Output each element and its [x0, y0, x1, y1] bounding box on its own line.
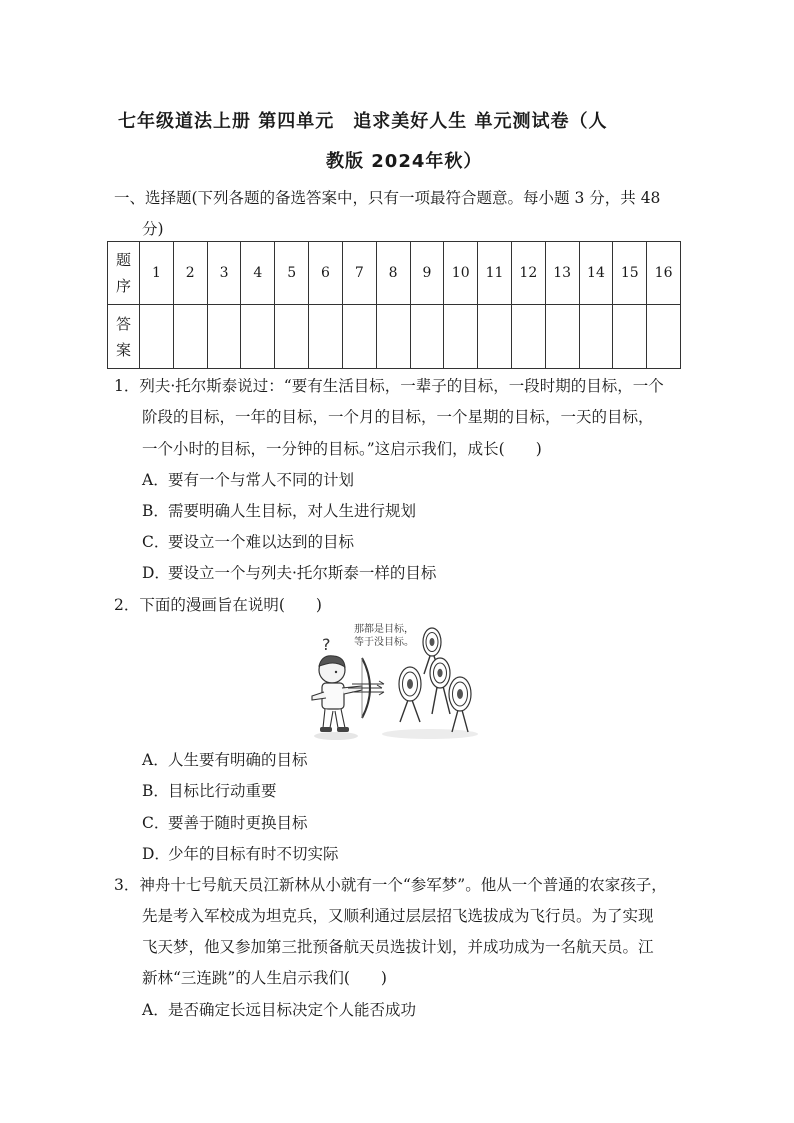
option-text: 要有一个与常人不同的计划	[168, 471, 355, 489]
question-number-cell: 7	[342, 242, 376, 305]
option-key: C．	[142, 814, 170, 832]
target-icon	[399, 667, 421, 722]
target-icon	[449, 677, 471, 732]
archery-cartoon	[300, 618, 480, 742]
answer-cell[interactable]	[309, 305, 343, 369]
option-key: C．	[142, 533, 170, 551]
option-text: 是否确定长远目标决定个人能否成功	[168, 1001, 417, 1019]
question-number-cell: 16	[647, 242, 681, 305]
question-number-cell: 5	[275, 242, 309, 305]
option-key: A．	[142, 471, 169, 489]
option-key: B．	[142, 502, 169, 520]
question-2-stem: 2．下面的漫画旨在说明( )	[114, 596, 322, 614]
question-number-cell: 8	[376, 242, 410, 305]
question-2-option-c[interactable]	[142, 811, 308, 833]
question-2-option-b[interactable]	[142, 779, 277, 801]
answer-cell[interactable]	[613, 305, 647, 369]
row-head-char: 答	[115, 314, 131, 333]
question-2-option-d[interactable]	[142, 842, 339, 864]
question-number-cell: 12	[511, 242, 545, 305]
answer-cell[interactable]	[444, 305, 478, 369]
answer-cell[interactable]	[140, 305, 174, 369]
question-number-cell: 13	[545, 242, 579, 305]
question-1-stem-cont: 一个小时的目标，一分钟的目标。”这启示我们，成长( )	[142, 440, 542, 458]
question-number-cell: 1	[140, 242, 174, 305]
answer-cell[interactable]	[579, 305, 613, 369]
option-key: A．	[142, 1001, 169, 1019]
question-number-cell: 4	[241, 242, 275, 305]
option-text: 需要明确人生目标，对人生进行规划	[168, 502, 417, 520]
row-head-char: 题	[115, 251, 131, 269]
row-head-char: 案	[115, 340, 131, 359]
option-key: B．	[142, 782, 169, 800]
option-key: A．	[142, 751, 169, 769]
question-1-option-d[interactable]	[142, 561, 436, 583]
answer-table	[107, 241, 681, 369]
question-number-cell: 6	[309, 242, 343, 305]
option-key: D．	[142, 845, 170, 863]
table-row-answers	[108, 305, 681, 369]
answer-cell[interactable]	[173, 305, 207, 369]
cartoon-caption-1: 那都是目标，	[354, 624, 414, 635]
cartoon-caption-2: 等于没目标。	[354, 637, 414, 648]
table-row-numbers	[108, 242, 681, 305]
answer-cell[interactable]	[410, 305, 444, 369]
table-header-cell	[108, 305, 140, 369]
option-text: 要善于随时更换目标	[168, 814, 308, 832]
answer-cell[interactable]	[478, 305, 512, 369]
question-number-cell: 3	[207, 242, 241, 305]
answer-cell[interactable]	[275, 305, 309, 369]
question-1-stem-cont: 阶段的目标，一年的目标，一个月的目标，一个星期的目标，一天的目标，	[142, 408, 654, 426]
question-3-stem-cont: 飞天梦，他又参加第三批预备航天员选拔计划，并成功成为一名航天员。江	[142, 938, 654, 956]
option-key: D．	[142, 564, 170, 582]
section-heading-cont: 分)	[142, 220, 164, 238]
question-number-cell: 15	[613, 242, 647, 305]
option-text: 要设立一个与列夫·托尔斯泰一样的目标	[168, 564, 437, 582]
question-3-stem: 3．神舟十七号航天员江新林从小就有一个“参军梦”。他从一个普通的农家孩子，	[114, 876, 667, 894]
question-3-stem-cont: 新林“三连跳”的人生启示我们( )	[142, 969, 387, 987]
question-number-cell: 11	[478, 242, 512, 305]
question-number-cell: 2	[173, 242, 207, 305]
target-icon	[430, 658, 450, 714]
answer-cell[interactable]	[241, 305, 275, 369]
answer-cell[interactable]	[342, 305, 376, 369]
question-3-option-a[interactable]	[142, 998, 416, 1020]
answer-cell[interactable]	[207, 305, 241, 369]
question-1-option-a[interactable]	[142, 468, 354, 490]
option-text: 少年的目标有时不切实际	[168, 845, 339, 863]
question-number-cell: 14	[579, 242, 613, 305]
answer-cell[interactable]	[647, 305, 681, 369]
answer-cell[interactable]	[376, 305, 410, 369]
row-head-char: 序	[115, 277, 131, 295]
question-1-option-b[interactable]	[142, 499, 416, 521]
question-number-cell: 9	[410, 242, 444, 305]
document-title-line-2: 教版 2024年秋）	[326, 151, 483, 172]
archery-cartoon-drawing	[300, 618, 480, 742]
section-heading: 一、选择题(下列各题的备选答案中，只有一项最符合题意。每小题 3 分，共 48	[114, 189, 661, 207]
question-mark-icon: ?	[322, 635, 331, 654]
answer-cell[interactable]	[511, 305, 545, 369]
option-text: 人生要有明确的目标	[168, 751, 308, 769]
option-text: 目标比行动重要	[168, 782, 277, 800]
question-1-stem: 1．列夫·托尔斯泰说过：“要有生活目标，一辈子的目标，一段时期的目标，一个	[114, 377, 664, 395]
table-header-cell	[108, 242, 140, 305]
question-number-cell: 10	[444, 242, 478, 305]
document-title-line-1: 七年级道法上册 第四单元 追求美好人生 单元测试卷（人	[118, 111, 608, 132]
question-1-option-c[interactable]	[142, 530, 354, 552]
question-2-option-a[interactable]	[142, 748, 308, 770]
answer-cell[interactable]	[545, 305, 579, 369]
boy-archer-icon	[312, 656, 384, 732]
question-3-stem-cont: 先是考入军校成为坦克兵，又顺利通过层层招飞选拔成为飞行员。为了实现	[142, 907, 654, 925]
option-text: 要设立一个难以达到的目标	[168, 533, 355, 551]
